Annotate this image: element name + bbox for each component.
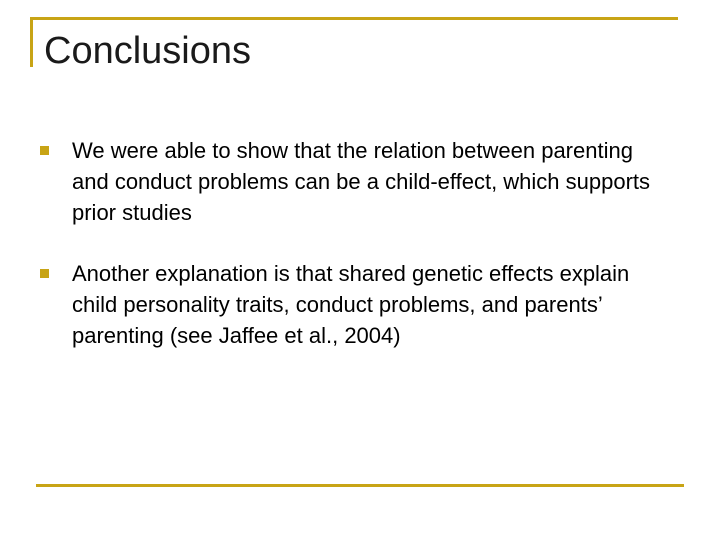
bullet-item xyxy=(40,258,660,351)
square-bullet-icon xyxy=(40,146,49,155)
bullet-text: We were able to show that the relation between parenting and conduct problems can be a child-effect, which supports prior studies xyxy=(72,138,651,225)
bottom-rule xyxy=(36,484,684,487)
square-bullet-icon xyxy=(40,269,49,278)
bullet-item xyxy=(40,135,660,228)
left-rule xyxy=(30,17,33,67)
top-rule xyxy=(30,17,678,20)
bullet-text: Another explanation is that shared genetic effects explain child personality traits, conduct problems, and parents’ parenting (see Jaffee et al., 2004) xyxy=(72,261,630,348)
slide-title: Conclusions xyxy=(44,30,251,72)
bullet-list xyxy=(40,135,660,381)
